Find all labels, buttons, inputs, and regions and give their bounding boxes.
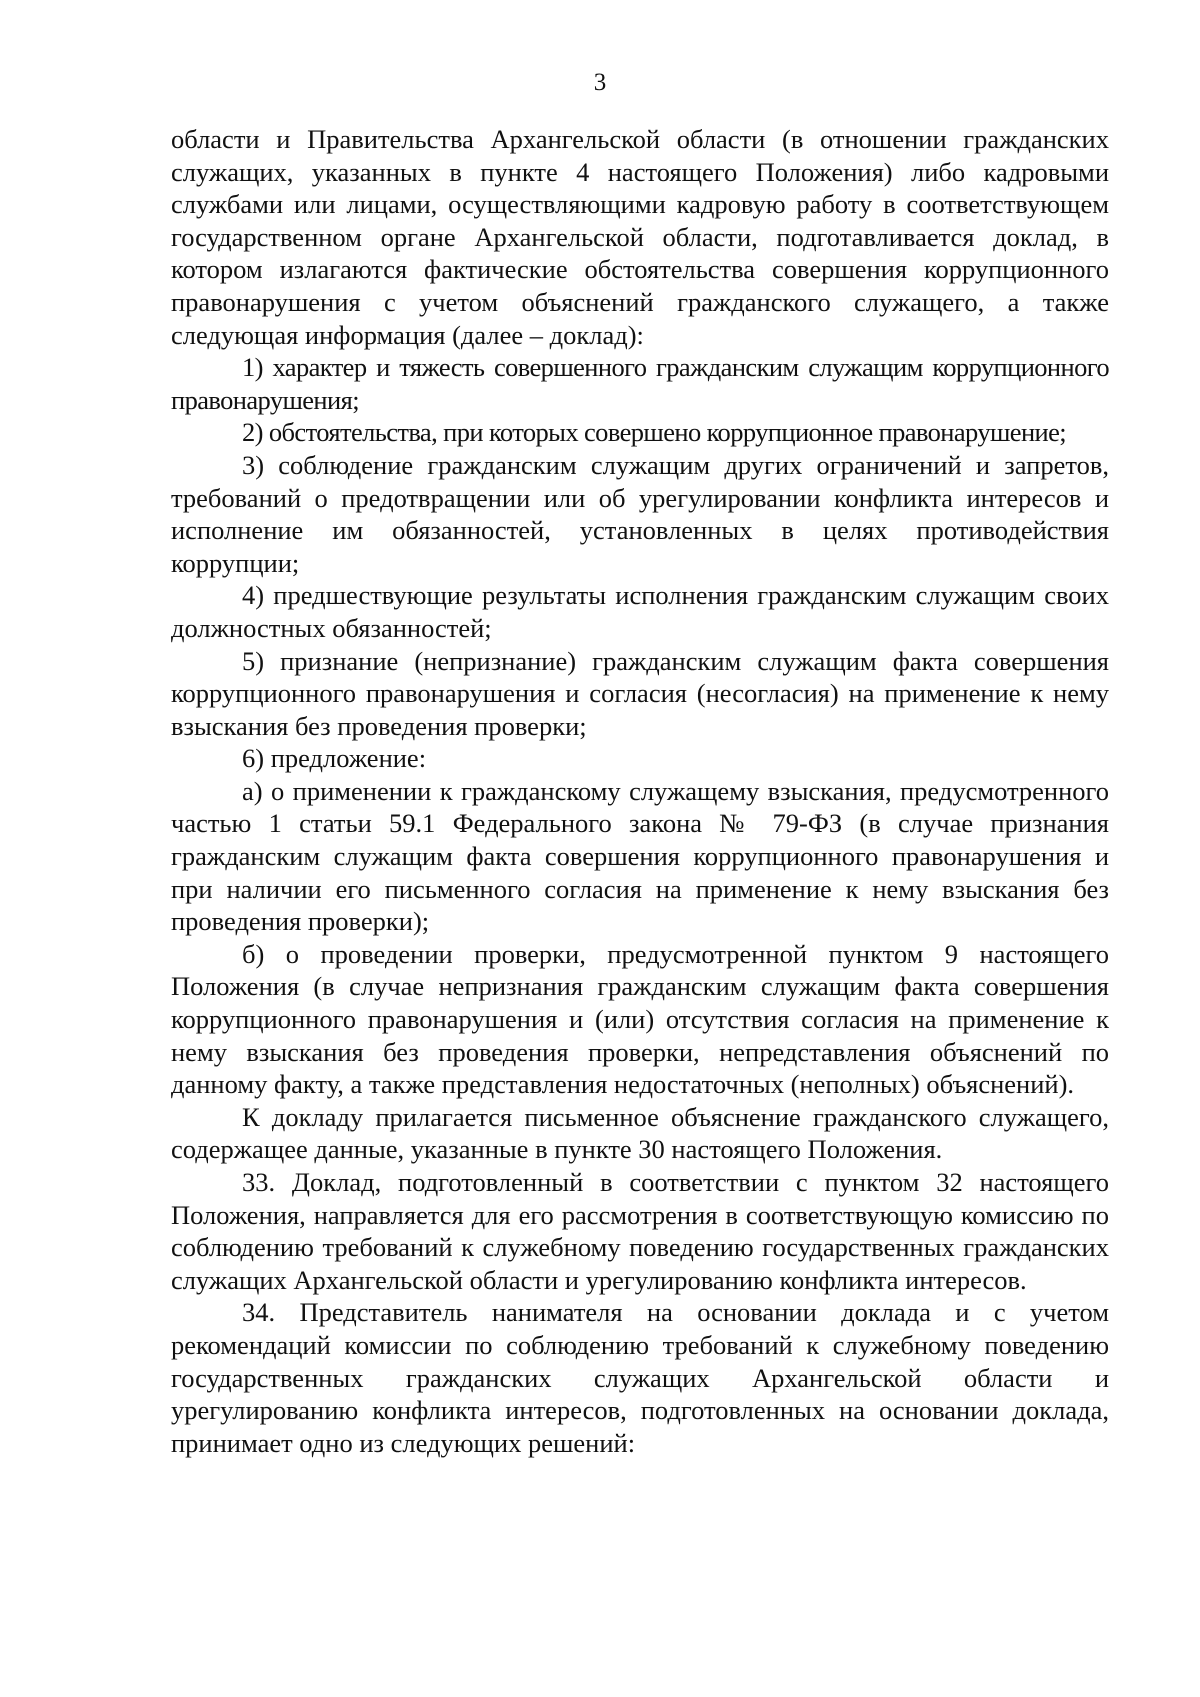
clause-34: 34. Представитель нанимателя на основании доклада и с учетом рекомендаций комиссии по соблюдению требований к служебному поведению государственных гражданских служащих Архангельской области и урегулированию конфликта интересов, подготовленных на основании доклада, принимает одно из следующих решений:: [171, 1297, 1109, 1458]
page-number: 3: [593, 69, 607, 96]
list-item-2: 2) обстоятельства, при которых совершено коррупционное правонарушение;: [242, 417, 1067, 448]
attachment-note: К докладу прилагается письменное объяснение гражданского служащего, содержащее данные, указанные в пункте 30 настоящего Положения.: [171, 1101, 1109, 1165]
list-item-4: 4) предшествующие результаты исполнения гражданским служащим своих должностных обязанностей;: [171, 580, 1109, 643]
clause-33: 33. Доклад, подготовленный в соответствии с пунктом 32 настоящего Положения, направляется для его рассмотрения в соответствующую комиссию по соблюдению требований к служебному поведению государственных гражданских служащих Архангельской области и урегулированию конфликта интересов.: [171, 1167, 1109, 1295]
list-item-6: 6) предложение:: [242, 743, 427, 774]
list-item-1: 1) характер и тяжесть совершенного гражданским служащим коррупционного правонарушения;: [171, 352, 1109, 415]
document-body: [171, 123, 1109, 1459]
paragraph-continuation: области и Правительства Архангельской области (в отношении гражданских служащих, указанных в пункте 4 настоящего Положения) либо кадровыми службами или лицами, осуществляющими кадровую работу в соответствующем государственном органе Архангельской области, подготавливается доклад, в котором излагаются фактические обстоятельства совершения коррупционного правонарушения с учетом объяснений гражданского служащего, а также следующая информация (далее – доклад):: [171, 124, 1109, 350]
list-item-3: 3) соблюдение гражданским служащим других ограничений и запретов, требований о предотвращении или об урегулировании конфликта интересов и исполнение им обязанностей, установленных в целях противодействия коррупции;: [171, 449, 1109, 578]
sub-item-a: а) о применении к гражданскому служащему взыскания, предусмотренного частью 1 статьи 59.1 Федерального закона № 79-ФЗ (в случае признания гражданским служащим факта совершения коррупционного правонарушения и при наличии его письменного согласия на применение к нему взыскания без проведения проверки);: [171, 775, 1109, 937]
list-item-5: 5) признание (непризнание) гражданским служащим факта совершения коррупционного правонарушения и согласия (несогласия) на применение к нему взыскания без проведения проверки;: [171, 645, 1109, 741]
sub-item-b: б) о проведении проверки, предусмотренной пунктом 9 настоящего Положения (в случае непризнания гражданским служащим факта совершения коррупционного правонарушения и (или) отсутствия согласия на применение к нему взыскания без проведения проверки, непредставления объяснений по данному факту, а также представления недостаточных (неполных) объяснений).: [171, 938, 1109, 1100]
